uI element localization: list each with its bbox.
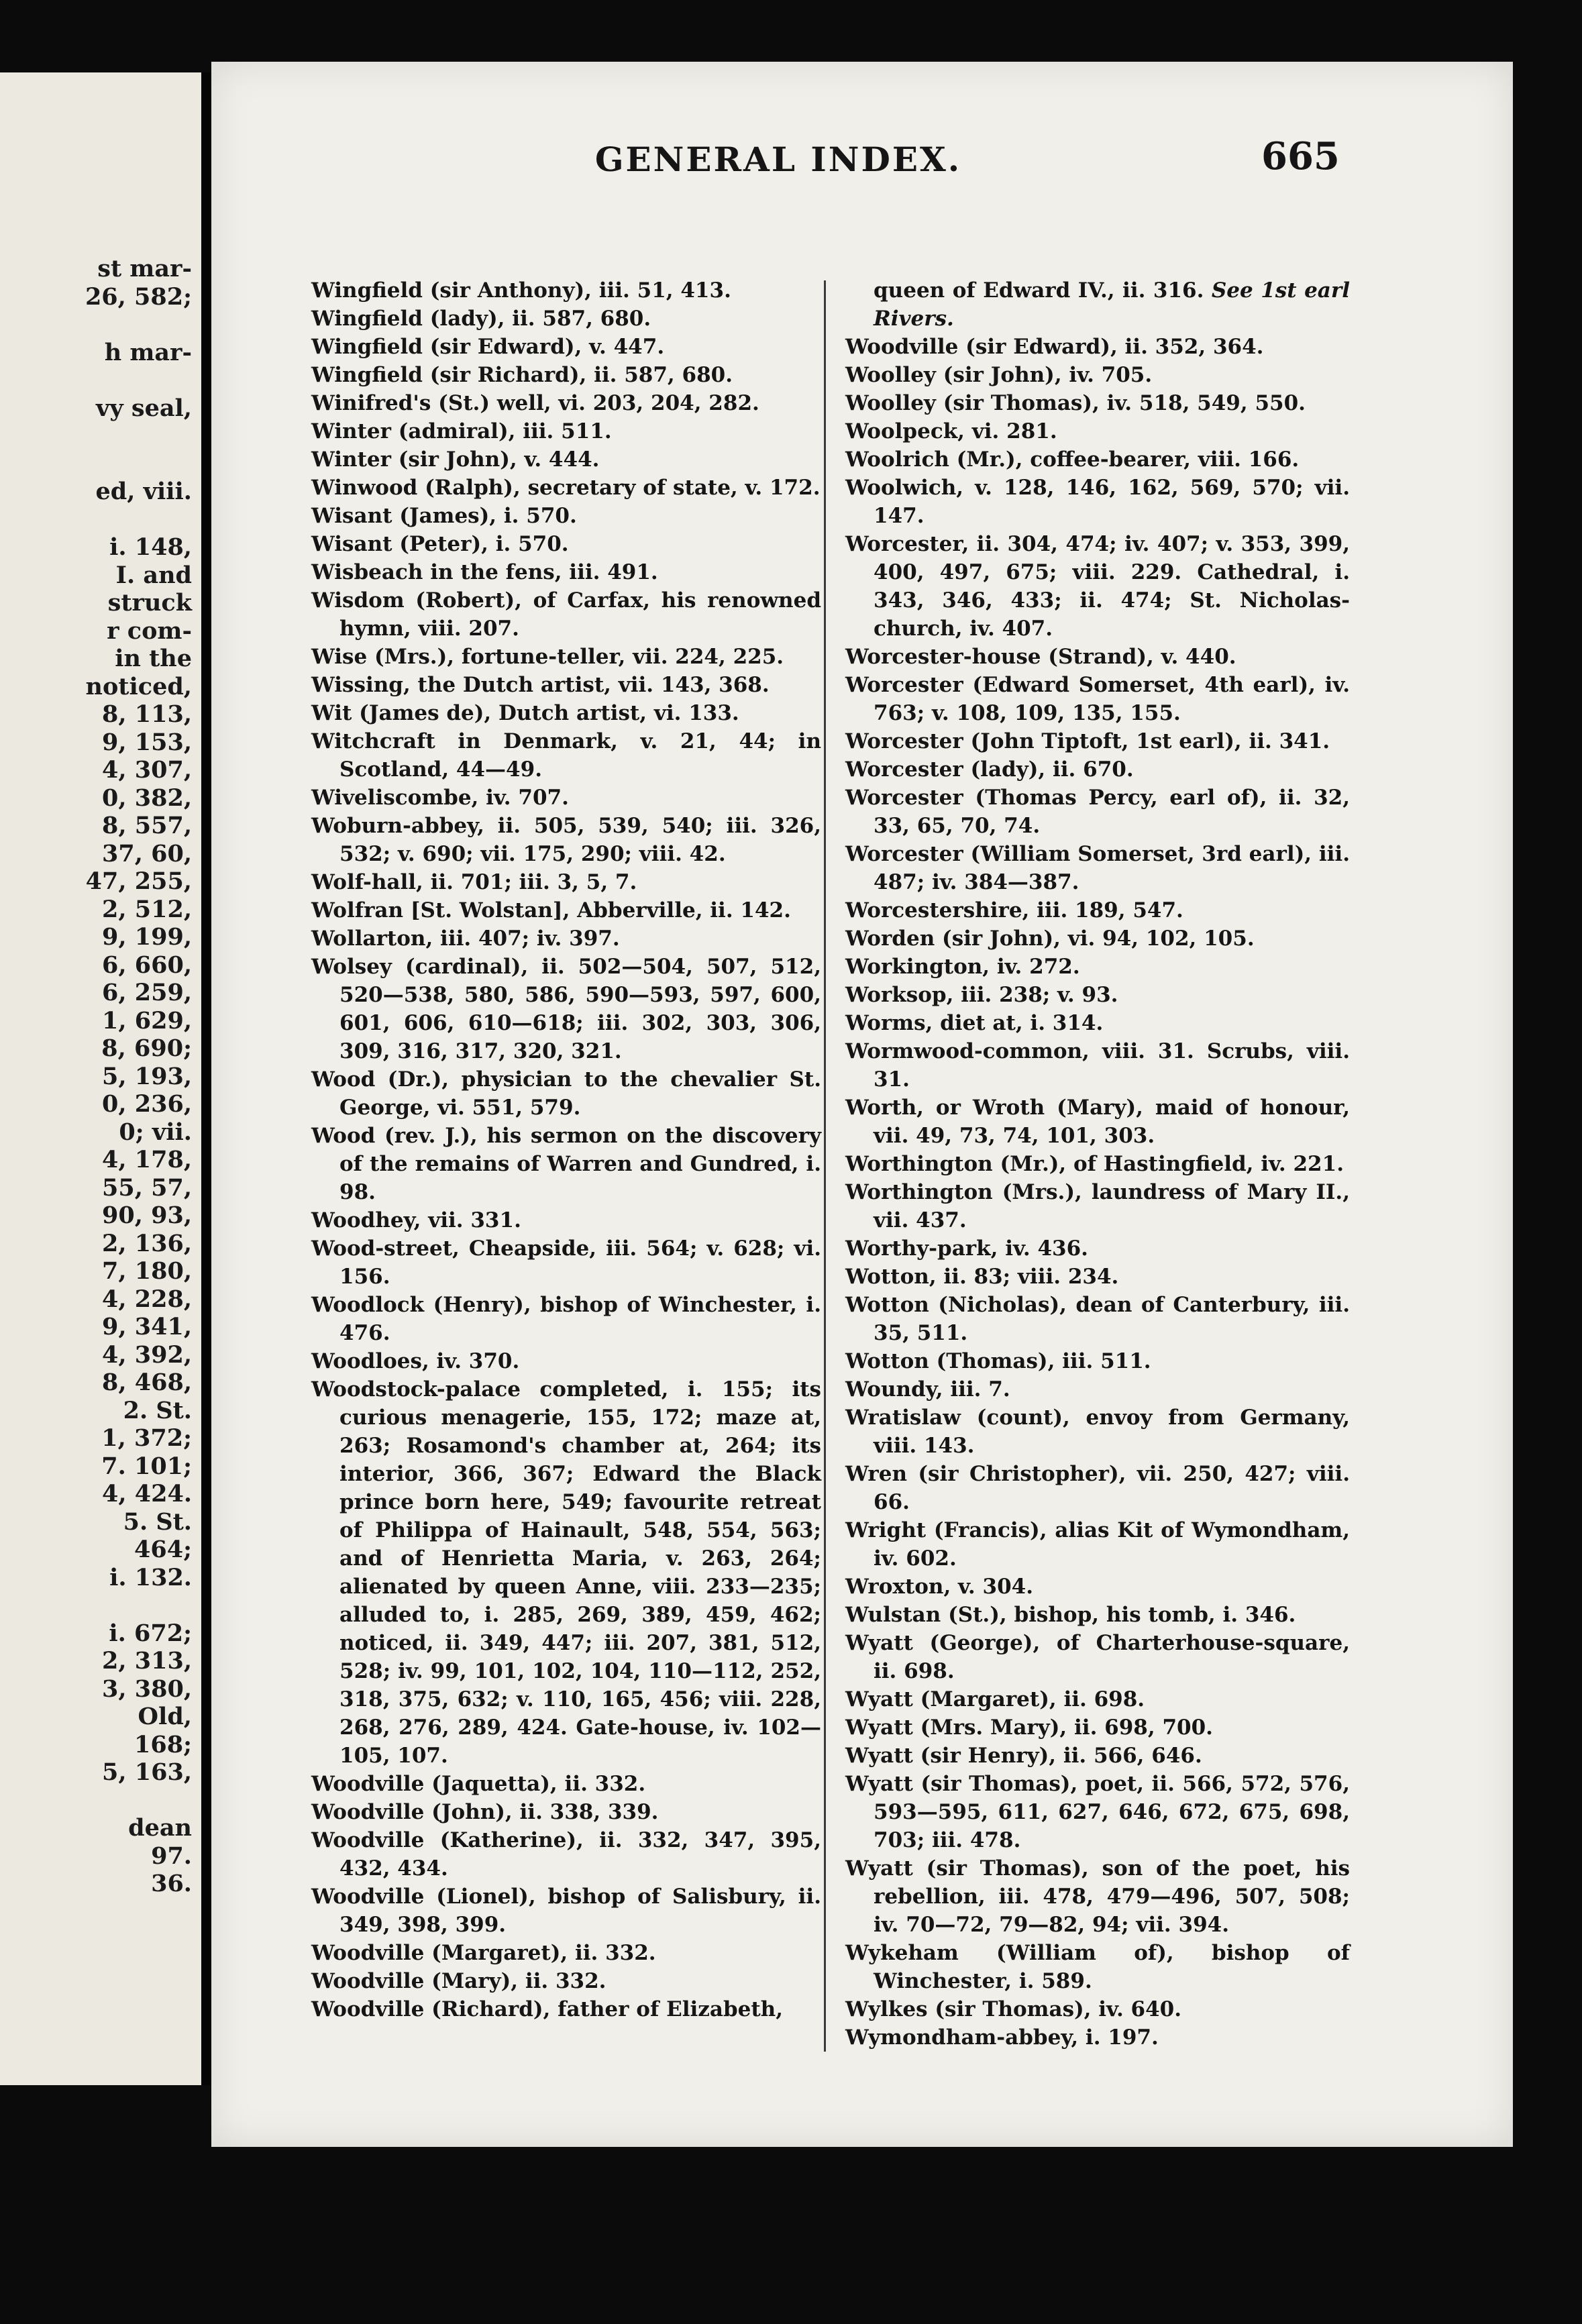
index-entry	[845, 1375, 1350, 1404]
index-entry	[845, 1347, 1350, 1375]
facing-page-text-fragment: i. 132.	[109, 1563, 192, 1591]
index-entry	[311, 445, 821, 474]
index-entry	[845, 1037, 1350, 1094]
index-entry-text: Wisant (Peter), i. 570.	[311, 532, 569, 556]
index-entry-text: Wood-street, Cheapside, iii. 564; v. 628; vi. 156.	[311, 1236, 821, 1289]
facing-page-text-fragment: st mar-	[97, 255, 192, 282]
column-divider	[824, 280, 826, 2052]
facing-page-text-fragment: 8, 468,	[102, 1369, 192, 1396]
index-entry-text: Wiveliscombe, iv. 707.	[311, 786, 569, 810]
index-entry-text: Winwood (Ralph), secretary of state, v. 172.	[311, 476, 821, 500]
index-entry	[845, 1516, 1350, 1573]
index-entry	[845, 1094, 1350, 1150]
facing-page-text-fragment: dean	[128, 1814, 192, 1842]
index-entry-text: Wotton, ii. 83; viii. 234.	[845, 1265, 1119, 1289]
index-entry-text: Wisdom (Robert), of Carfax, his renowned hymn, viii. 207.	[311, 588, 821, 641]
index-entry	[845, 925, 1350, 953]
index-entry-text: Wright (Francis), alias Kit of Wymondham, iv. 602.	[845, 1518, 1350, 1571]
index-entry	[311, 896, 821, 925]
index-entry	[311, 699, 821, 727]
index-entry-text: Woodville (John), ii. 338, 339.	[311, 1800, 659, 1824]
index-entry	[311, 1995, 821, 2023]
index-entry-text: Wylkes (sir Thomas), iv. 640.	[845, 1997, 1182, 2021]
facing-page-text-fragment: 2, 313,	[102, 1647, 192, 1675]
index-entry-text: Wollarton, iii. 407; iv. 397.	[311, 927, 620, 951]
index-entry	[311, 389, 821, 417]
index-entry	[311, 1347, 821, 1375]
index-entry	[311, 1206, 821, 1234]
index-entry-text: Woodlock (Henry), bishop of Winchester, i. 476.	[311, 1293, 821, 1345]
index-entry-text: Woodhey, vii. 331.	[311, 1208, 521, 1232]
cross-reference: See 1st earl Rivers.	[874, 278, 1350, 331]
index-entry	[311, 925, 821, 953]
index-entry-text: Woodville (Richard), father of Elizabeth,	[311, 1997, 783, 2021]
index-entry-text: Wingfield (sir Anthony), iii. 51, 413.	[311, 278, 731, 303]
index-entry-text: Wingfield (sir Edward), v. 447.	[311, 335, 665, 359]
index-entry	[311, 1883, 821, 1939]
facing-page-text-fragment: 8, 690;	[101, 1035, 192, 1062]
facing-page-text-fragment: 90, 93,	[102, 1202, 192, 1229]
index-entry-text: Worthington (Mr.), of Hastingfield, iv. 221.	[845, 1152, 1344, 1176]
facing-page-text-fragment: 2. St.	[123, 1396, 192, 1424]
facing-page-text-fragment: h mar-	[104, 338, 192, 366]
index-entry-text: Winter (admiral), iii. 511.	[311, 419, 612, 443]
index-entry-text: Woolley (sir John), iv. 705.	[845, 363, 1153, 387]
facing-page-text-fragment: 97.	[151, 1842, 192, 1870]
facing-page-text-fragment: 9, 153,	[102, 728, 192, 756]
facing-page-text-fragment: 7, 180,	[102, 1257, 192, 1285]
index-entry	[845, 671, 1350, 727]
index-entry	[311, 784, 821, 812]
facing-page-text-fragment: 0, 382,	[102, 784, 192, 812]
index-entry	[845, 1629, 1350, 1685]
facing-page-text-fragment: 2, 512,	[102, 895, 192, 923]
index-entry	[311, 1234, 821, 1291]
index-entry-text: Woodville (Mary), ii. 332.	[311, 1969, 607, 1993]
index-entry	[845, 896, 1350, 925]
index-entry	[845, 1404, 1350, 1460]
index-entry	[845, 1601, 1350, 1629]
index-entry	[845, 1939, 1350, 1995]
index-entry	[311, 1122, 821, 1206]
index-entry-text: queen of Edward IV., ii. 316.	[874, 278, 1204, 303]
facing-page-text-fragment: r com-	[107, 617, 192, 645]
index-entry	[845, 755, 1350, 784]
index-entry-text: Woundy, iii. 7.	[845, 1377, 1010, 1402]
index-entry-text: Wroxton, v. 304.	[845, 1575, 1034, 1599]
index-entry-text: Winter (sir John), v. 444.	[311, 447, 600, 472]
index-entry	[311, 1375, 821, 1770]
facing-page-text-fragment: 0, 236,	[102, 1090, 192, 1118]
index-entry-text: Worthington (Mrs.), laundress of Mary II., vii. 437.	[845, 1180, 1350, 1232]
index-entry-text: Worden (sir John), vi. 94, 102, 105.	[845, 927, 1255, 951]
index-entry	[311, 474, 821, 502]
index-entry	[845, 981, 1350, 1009]
index-entry	[845, 417, 1350, 445]
facing-page-text-fragment: 4, 178,	[102, 1146, 192, 1173]
index-entry-text: Wolsey (cardinal), ii. 502—504, 507, 512, 520—538, 580, 586, 590—593, 597, 600, 601, 606, 610—618; iii. 302, 303, 306, 309, 316, 317, 320, 321.	[311, 955, 821, 1063]
index-entry-text: Wood (rev. J.), his sermon on the discovery of the remains of Warren and Gundred, i. 98.	[311, 1124, 821, 1204]
index-entry-text: Worth, or Wroth (Mary), maid of honour, vii. 49, 73, 74, 101, 303.	[845, 1096, 1350, 1148]
index-entry-text: Worcester (John Tiptoft, 1st earl), ii. 341.	[845, 729, 1330, 753]
index-entry	[845, 276, 1350, 333]
index-entry-text: Woodstock-palace completed, i. 155; its curious menagerie, 155, 172; maze at, 263; Rosamond's chamber at, 264; its interior, 366, 367; Edward the Black prince born here, 549; favourite retreat of Philippa of Hainault, 548, 554, 563; and of Henrietta Maria, v. 263, 264; alienated by queen Anne, viii. 233—235; alluded to, i. 285, 269, 389, 459, 462; noticed, ii. 349, 447; iii. 207, 381, 512, 528; iv. 99, 101, 102, 104, 110—112, 252, 318, 375, 632; v. 110, 165, 456; viii. 228, 268, 276, 289, 424. Gate-house, iv. 102—105, 107.	[311, 1377, 821, 1768]
index-entry-text: Wisbeach in the fens, iii. 491.	[311, 560, 658, 584]
index-entry	[845, 445, 1350, 474]
index-entry	[845, 530, 1350, 643]
index-entry-text: Wyatt (Margaret), ii. 698.	[845, 1687, 1145, 1711]
facing-page-text-fragment: ed, viii.	[95, 478, 192, 505]
index-entry	[845, 2023, 1350, 2052]
facing-page-text-fragment: 5. St.	[123, 1508, 192, 1536]
index-entry	[311, 671, 821, 699]
facing-page-text-fragment: 4, 228,	[102, 1285, 192, 1313]
index-entry	[845, 1685, 1350, 1713]
facing-page-text-fragment: 36.	[151, 1870, 192, 1897]
index-entry-text: Woodville (Jaquetta), ii. 332.	[311, 1772, 646, 1796]
facing-page-text-fragment: i. 148,	[109, 533, 192, 561]
index-entry	[845, 1150, 1350, 1178]
index-entry-text: Worcester (William Somerset, 3rd earl), iii. 487; iv. 384—387.	[845, 842, 1350, 894]
index-entry	[311, 812, 821, 868]
index-entry-text: Woodloes, iv. 370.	[311, 1349, 520, 1373]
facing-page-text-fragment: 8, 113,	[102, 700, 192, 728]
facing-page-text-fragment: I. and	[115, 561, 192, 589]
index-entry	[845, 784, 1350, 840]
index-entry	[845, 840, 1350, 896]
index-entry	[311, 953, 821, 1065]
index-entry-text: Workington, iv. 272.	[845, 955, 1080, 979]
index-entry	[311, 333, 821, 361]
index-entry-text: Woolley (sir Thomas), iv. 518, 549, 550.	[845, 391, 1306, 415]
index-entry-text: Wissing, the Dutch artist, vii. 143, 368.	[311, 673, 770, 697]
facing-page-text-fragment: 6, 259,	[102, 979, 192, 1006]
index-entry	[845, 1854, 1350, 1939]
index-entry-text: Wyatt (George), of Charterhouse-square, ii. 698.	[845, 1631, 1350, 1683]
facing-page-text-fragment: 7. 101;	[101, 1452, 192, 1480]
index-entry	[311, 1291, 821, 1347]
index-entry	[845, 1009, 1350, 1037]
index-entry-text: Worcester (Thomas Percy, earl of), ii. 32, 33, 65, 70, 74.	[845, 786, 1350, 838]
facing-page-fragment	[0, 72, 201, 2085]
index-entry-text: Wyatt (sir Henry), ii. 566, 646.	[845, 1744, 1202, 1768]
facing-page-text-fragment: 5, 193,	[102, 1062, 192, 1090]
index-entry-text: Wyatt (sir Thomas), poet, ii. 566, 572, 576, 593—595, 611, 627, 646, 672, 675, 698, 703; iii. 478.	[845, 1772, 1350, 1852]
index-entry-text: Witchcraft in Denmark, v. 21, 44; in Scotland, 44—49.	[311, 729, 821, 782]
facing-page-text-fragment: 55, 57,	[102, 1173, 192, 1202]
index-entry-text: Woodville (Lionel), bishop of Salisbury, ii. 349, 398, 399.	[311, 1885, 821, 1937]
index-entry-text: Worksop, iii. 238; v. 93.	[845, 983, 1118, 1007]
index-entry	[311, 643, 821, 671]
running-head: GENERAL INDEX.	[594, 140, 962, 179]
index-entry	[311, 1939, 821, 1967]
index-entry-text: Woodville (sir Edward), ii. 352, 364.	[845, 335, 1264, 359]
facing-page-text-fragment: i. 672;	[109, 1619, 192, 1647]
index-entry	[845, 1178, 1350, 1234]
index-entry	[845, 1770, 1350, 1854]
index-entry-text: Wit (James de), Dutch artist, vi. 133.	[311, 701, 739, 725]
index-entry-text: Wolf-hall, ii. 701; iii. 3, 5, 7.	[311, 870, 637, 894]
index-entry	[311, 305, 821, 333]
facing-page-text-fragment: 37, 60,	[102, 839, 192, 867]
index-entry	[845, 333, 1350, 361]
index-entry	[311, 1770, 821, 1798]
index-entry-text: Wingfield (sir Richard), ii. 587, 680.	[311, 363, 733, 387]
index-entry-text: Wratislaw (count), envoy from Germany, viii. 143.	[845, 1406, 1350, 1458]
index-entry-text: Wingfield (lady), ii. 587, 680.	[311, 307, 651, 331]
index-entry-text: Worcester (lady), ii. 670.	[845, 757, 1134, 782]
index-entry-text: Wymondham-abbey, i. 197.	[845, 2025, 1159, 2050]
index-entry	[311, 502, 821, 530]
facing-page-text-fragment: 4, 392,	[102, 1340, 192, 1369]
index-entry-text: Woodville (Margaret), ii. 332.	[311, 1941, 656, 1965]
facing-page-text-fragment: Old,	[138, 1703, 192, 1730]
facing-page-text-fragment: 5, 163,	[102, 1758, 192, 1786]
index-entry	[311, 1826, 821, 1883]
facing-page-text-fragment: in the	[115, 645, 192, 672]
facing-page-text-fragment: 26, 582;	[85, 282, 192, 311]
index-entry-text: Worcester, ii. 304, 474; iv. 407; v. 353, 399, 400, 497, 675; viii. 229. Cathedral, i. 343, 346, 433; ii. 474; St. Nicholas-church, iv. 407.	[845, 532, 1350, 641]
index-entry-text: Wood (Dr.), physician to the chevalier St. George, vi. 551, 579.	[311, 1067, 821, 1120]
index-entry-text: Wisant (James), i. 570.	[311, 504, 577, 528]
index-entry-text: Wren (sir Christopher), vii. 250, 427; viii. 66.	[845, 1462, 1350, 1514]
facing-page-text-fragment: 4, 307,	[102, 756, 192, 784]
facing-page-text-fragment: struck	[107, 589, 192, 617]
index-entry-text: Wotton (Thomas), iii. 511.	[845, 1349, 1151, 1373]
index-entry-text: Woolwich, v. 128, 146, 162, 569, 570; vii. 147.	[845, 476, 1350, 528]
index-entry	[845, 1263, 1350, 1291]
index-entry-text: Wulstan (St.), bishop, his tomb, i. 346.	[845, 1603, 1296, 1627]
index-entry	[845, 1995, 1350, 2023]
facing-page-text-fragment: 2, 136,	[102, 1229, 192, 1257]
index-entry	[311, 868, 821, 896]
index-entry-text: Wyatt (sir Thomas), son of the poet, his rebellion, iii. 478, 479—496, 507, 508; iv. 70—72, 79—82, 94; vii. 394.	[845, 1856, 1350, 1937]
index-entry	[845, 1291, 1350, 1347]
index-entry	[311, 1065, 821, 1122]
index-entry-text: Worms, diet at, i. 314.	[845, 1011, 1104, 1035]
index-entry	[845, 1460, 1350, 1516]
index-entry-text: Wykeham (William of), bishop of Winchester, i. 589.	[845, 1941, 1350, 1993]
page-number: 665	[1261, 134, 1340, 178]
index-entry	[311, 727, 821, 784]
index-entry-text: Woolrich (Mr.), coffee-bearer, viii. 166.	[845, 447, 1300, 472]
index-entry	[845, 1742, 1350, 1770]
facing-page-text-fragment: 8, 557,	[102, 812, 192, 839]
index-entry-text: Wotton (Nicholas), dean of Canterbury, iii. 35, 511.	[845, 1293, 1350, 1345]
index-entry-text: Worthy-park, iv. 436.	[845, 1236, 1088, 1261]
facing-page-text-fragment: 4, 424.	[102, 1480, 192, 1508]
index-entry	[311, 586, 821, 643]
index-entry	[845, 727, 1350, 755]
index-entry	[845, 1573, 1350, 1601]
facing-page-text-fragment: 464;	[134, 1536, 192, 1563]
index-entry-text: Winifred's (St.) well, vi. 203, 204, 282.	[311, 391, 759, 415]
index-entry	[845, 643, 1350, 671]
index-entry-text: Wormwood-common, viii. 31. Scrubs, viii. 31.	[845, 1039, 1350, 1092]
index-entry	[311, 1967, 821, 1995]
facing-page-text-fragment: 3, 380,	[102, 1675, 192, 1703]
index-column-right	[845, 276, 1350, 2052]
index-entry-text: Woolpeck, vi. 281.	[845, 419, 1057, 443]
index-entry	[311, 417, 821, 445]
index-entry	[845, 474, 1350, 530]
index-entry	[311, 558, 821, 586]
facing-page-text-fragment: 9, 341,	[102, 1313, 192, 1340]
index-entry-text: Woodville (Katherine), ii. 332, 347, 395, 432, 434.	[311, 1828, 821, 1881]
facing-page-text-fragment: 1, 629,	[102, 1006, 192, 1035]
index-entry	[311, 361, 821, 389]
facing-page-text-fragment: 0; vii.	[119, 1118, 192, 1146]
facing-page-text-fragment: 6, 660,	[102, 951, 192, 979]
index-entry-text: Worcestershire, iii. 189, 547.	[845, 898, 1183, 922]
facing-page-text-fragment: 47, 255,	[85, 867, 192, 895]
facing-page-text-fragment: vy seal,	[96, 394, 192, 422]
index-entry	[311, 1798, 821, 1826]
index-entry-text: Wise (Mrs.), fortune-teller, vii. 224, 225.	[311, 645, 784, 669]
index-entry	[845, 389, 1350, 417]
index-entry	[845, 1234, 1350, 1263]
index-entry	[311, 530, 821, 558]
index-entry	[311, 276, 821, 305]
index-column-left	[311, 276, 821, 2023]
facing-page-text-fragment: 1, 372;	[101, 1424, 192, 1452]
index-entry	[845, 1713, 1350, 1742]
index-entry	[845, 953, 1350, 981]
index-entry	[845, 361, 1350, 389]
facing-page-text-fragment: 9, 199,	[102, 923, 192, 951]
index-entry-text: Woburn-abbey, ii. 505, 539, 540; iii. 326, 532; v. 690; vii. 175, 290; viii. 42.	[311, 814, 821, 866]
facing-page-text-fragment: noticed,	[85, 672, 192, 700]
index-entry-text: Worcester-house (Strand), v. 440.	[845, 645, 1236, 669]
index-entry-text: Worcester (Edward Somerset, 4th earl), iv. 763; v. 108, 109, 135, 155.	[845, 673, 1350, 725]
index-entry-text: Wolfran [St. Wolstan], Abberville, ii. 142.	[311, 898, 791, 922]
facing-page-text-fragment: 168;	[134, 1730, 192, 1758]
index-entry-text: Wyatt (Mrs. Mary), ii. 698, 700.	[845, 1715, 1213, 1740]
